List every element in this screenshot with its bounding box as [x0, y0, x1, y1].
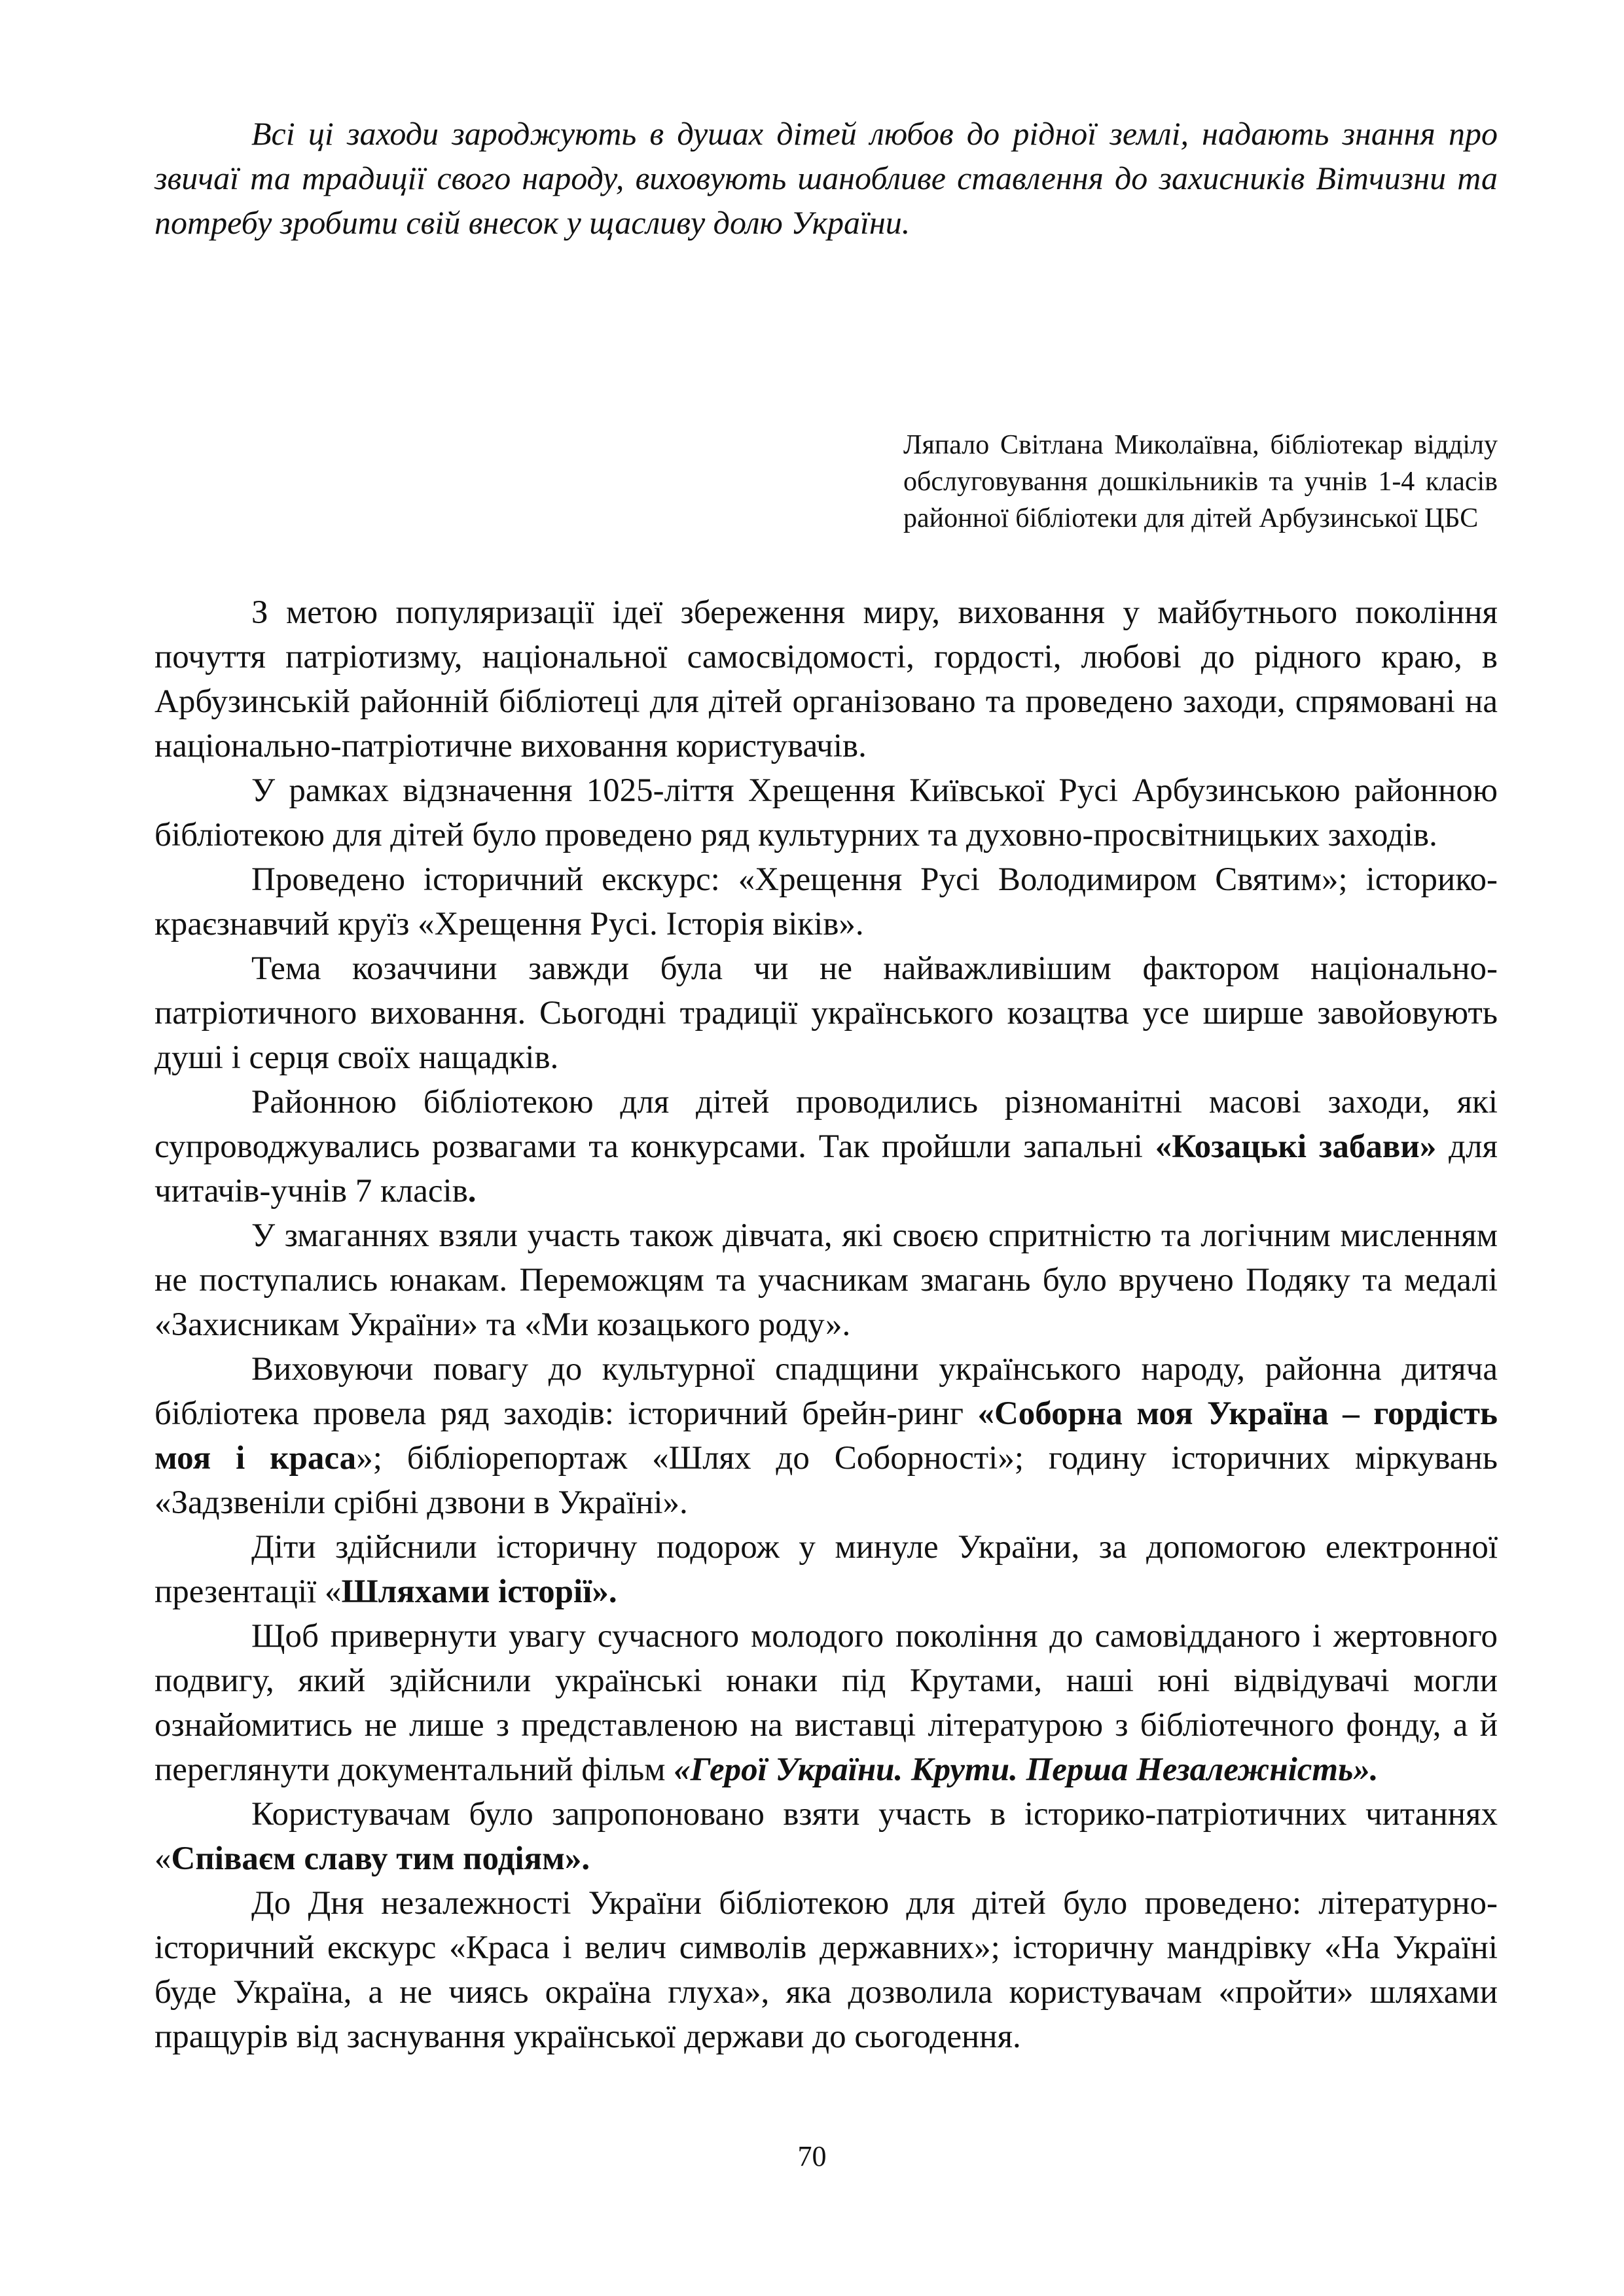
- paragraph-text: для читачів-учнів 7 класів: [154, 1128, 1498, 1210]
- event-title-bold: «Соборна моя Україна – гордість моя і краса: [154, 1395, 1498, 1477]
- film-title-bold-italic: «Герої України. Крути. Перша Незалежність».: [674, 1751, 1379, 1788]
- paragraph: До Дня незалежності України бібліотекою для дітей було проведено: літературно-історичний екскурс «Краса і велич символів державних»; історичну мандрівку «На Україні буде Україна, а не чиясь окраїна глуха», яка дозволила користувачам «пройти» шляхами пращурів від заснування української держави до сьогодення.: [154, 1885, 1498, 2055]
- paragraph: Проведено історичний екскурс: «Хрещення Русі Володимиром Святим»; історико-краєзнавчий круїз «Хрещення Русі. Історія віків».: [154, 861, 1498, 942]
- document-page: [154, 111, 1498, 2059]
- paragraph: [154, 1347, 1498, 1525]
- paragraph: [154, 1525, 1498, 1614]
- paragraph-text: .: [467, 1173, 477, 1210]
- paragraph: [154, 1080, 1498, 1213]
- paragraph-text: »; бібліорепортаж «Шлях до Соборності»; годину історичних міркувань «Задзвеніли срібні дзвони в Україні».: [154, 1440, 1498, 1521]
- author-signature: Ляпало Світлана Миколаївна, бібліотекар відділу обслуговування дошкільників та учнів 1-4 класів районної бібліотеки для дітей Арбузинської ЦБС: [903, 430, 1498, 533]
- paragraph-text: Діти здійснили історичну подорож у минуле України, за допомогою електронної презентації «: [154, 1529, 1498, 1610]
- event-title-bold: Співаєм славу тим подіям».: [171, 1840, 590, 1877]
- paragraph: Тема козаччини завжди була чи не найважливішим фактором національно-патріотичного виховання. Сьогодні традиції українського козацтва усе ширше завойовують душі і серця своїх нащадків.: [154, 950, 1498, 1076]
- paragraph: [154, 1614, 1498, 1792]
- event-title-bold: Шляхами історії».: [341, 1573, 617, 1610]
- article-body: [154, 590, 1498, 2059]
- paragraph-text: Районною бібліотекою для дітей проводились різноманітні масові заходи, які супроводжувались розвагами та конкурсами. Так пройшли запальні: [154, 1084, 1498, 1165]
- paragraph: [154, 1792, 1498, 1881]
- paragraph: У рамках відзначення 1025-ліття Хрещення Київської Русі Арбузинською районною бібліотекою для дітей було проведено ряд культурних та духовно-просвітницьких заходів.: [154, 772, 1498, 853]
- event-title-bold: «Козацькі забави»: [1155, 1128, 1437, 1165]
- paragraph: У змаганнях взяли участь також дівчата, які своєю спритністю та логічним мисленням не поступались юнакам. Переможцям та учасникам змагань було вручено Подяку та медалі «Захисникам України» та «Ми козацького роду».: [154, 1217, 1498, 1343]
- intro-paragraph: Всі ці заходи зароджують в душах дітей любов до рідної землі, надають знання про звичаї та традиції свого народу, виховують шанобливе ставлення до захисників Вітчизни та потребу зробити свій внесок у щасливу долю України.: [154, 115, 1498, 241]
- paragraph-text: Користувачам було запропоновано взяти участь в історико-патріотичних читаннях «: [154, 1796, 1498, 1877]
- page-number: 70: [797, 2140, 827, 2172]
- paragraph-text: Виховуючи повагу до культурної спадщини українського народу, районна дитяча бібліотека провела ряд заходів: історичний брейн-ринг: [154, 1351, 1498, 1432]
- paragraph-text: Щоб привернути увагу сучасного молодого покоління до самовідданого і жертовного подвигу, який здійснили українські юнаки під Крутами, наші юні відвідувачі могли ознайомитись не лише з представленою на виставці літературою з бібліотечного фонду, а й переглянути документальний фільм: [154, 1618, 1498, 1788]
- paragraph: З метою популяризації ідеї збереження миру, виховання у майбутнього покоління почуття патріотизму, національної самосвідомості, гордості, любові до рідного краю, в Арбузинській районній бібліотеці для дітей організовано та проведено заходи, спрямовані на національно-патріотичне виховання користувачів.: [154, 594, 1498, 764]
